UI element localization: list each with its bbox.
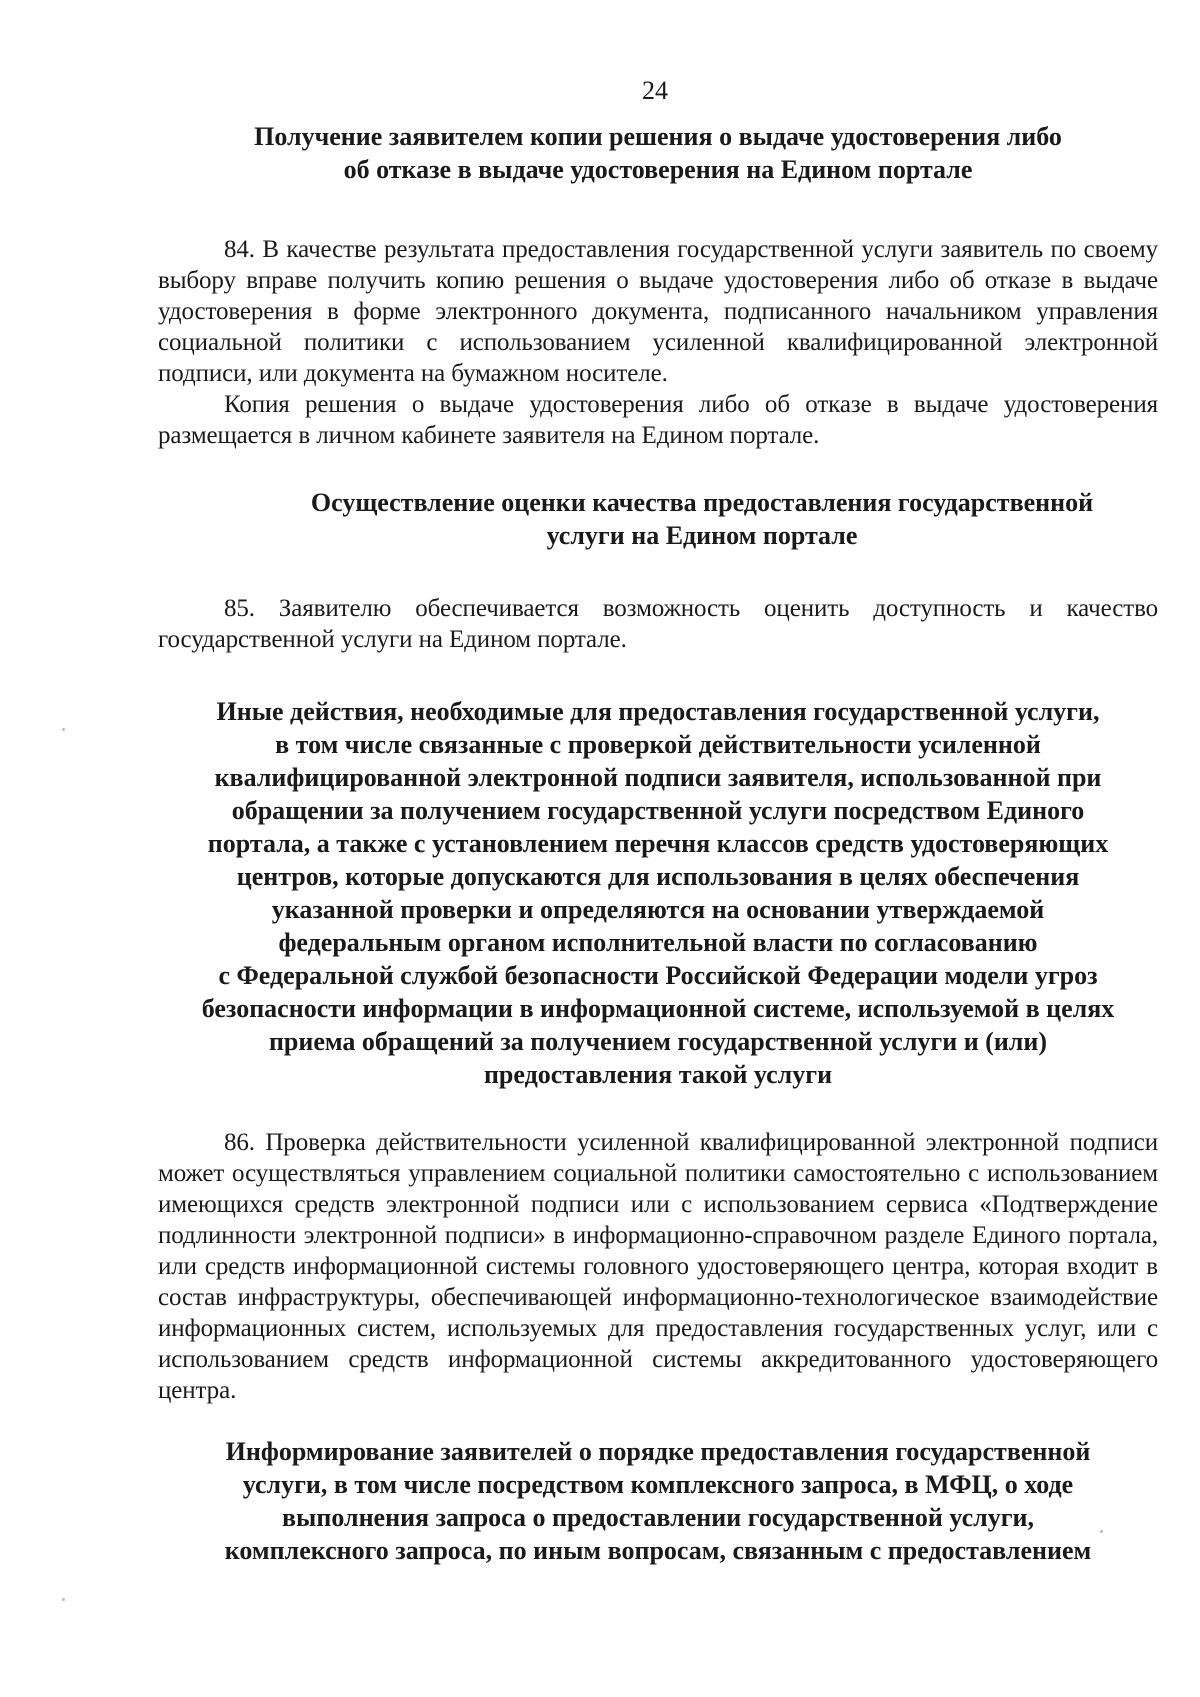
- section-heading-informing-applicants: [158, 1435, 1158, 1567]
- heading-line: предоставления такой услуги: [483, 1060, 833, 1089]
- heading-line: выполнения запроса о предоставлении государственной услуги,: [282, 1503, 1034, 1532]
- scan-speck: [62, 728, 65, 731]
- heading-line: услуги, в том числе посредством комплексного запроса, в МФЦ, о ходе: [242, 1470, 1074, 1499]
- heading-line: Информирование заявителей о порядке предоставления государственной: [225, 1437, 1091, 1466]
- heading-line: указанной проверки и определяются на основании утверждаемой: [271, 895, 1045, 924]
- section-heading-copy-of-decision: [158, 120, 1158, 186]
- section-heading-quality-assessment: [158, 486, 1158, 552]
- heading-line: квалифицированной электронной подписи заявителя, использованной при: [214, 763, 1102, 792]
- heading-line: федеральным органом исполнительной власти по согласованию: [278, 928, 1038, 957]
- paragraph-86: 86. Проверка действительности усиленной квалифицированной электронной подписи может осуществляться управлением социальной политики самостоятельно с использованием имеющихся средств электронной подписи или с использованием сервиса «Подтверждение подлинности электронной подписи» в информационно-справочном разделе Единого портала, или средств информационной системы головного удостоверяющего центра, которая входит в состав инфраструктуры, обеспечивающей информационно-технологическое взаимодействие информационных систем, используемых для предоставления государственных услуг, или с использованием средств информационной системы аккредитованного удостоверяющего центра.: [158, 1129, 1158, 1404]
- heading-line: услуги на Едином портале: [546, 521, 858, 550]
- heading-line: комплексного запроса, по иным вопросам, связанным с предоставлением: [224, 1536, 1092, 1565]
- heading-line: Получение заявителем копии решения о выдаче удостоверения либо: [254, 122, 1062, 151]
- paragraph-84: 84. В качестве результата предоставления государственной услуги заявитель по своему выбору вправе получить копию решения о выдаче удостоверения либо об отказе в выдаче удостоверения в форме электронного документа, подписанного начальником управления социальной политики с использованием усиленной квалифицированной электронной подписи, или документа на бумажном носителе.: [158, 236, 1158, 387]
- heading-line: центров, которые допускаются для использования в целях обеспечения: [236, 862, 1080, 891]
- section-heading-other-actions: [158, 695, 1158, 1091]
- paragraph-84-continued: Копия решения о выдаче удостоверения либо об отказе в выдаче удостоверения размещается в личном кабинете заявителя на Едином портале.: [158, 391, 1158, 449]
- heading-line: приема обращений за получением государственной услуги и (или): [268, 1027, 1048, 1056]
- heading-line: портала, а также с установлением перечня классов средств удостоверяющих: [207, 829, 1109, 858]
- heading-line: в том числе связанные с проверкой действительности усиленной: [275, 730, 1041, 759]
- heading-line: обращении за получением государственной услуги посредством Единого: [231, 796, 1085, 825]
- page-number: 24: [642, 76, 668, 105]
- heading-line: с Федеральной службой безопасности Российской Федерации модели угроз: [218, 961, 1098, 990]
- page-content: [158, 120, 1158, 1567]
- heading-line: Иные действия, необходимые для предоставления государственной услуги,: [216, 697, 1100, 726]
- paragraph-85: 85. Заявителю обеспечивается возможность оценить доступность и качество государственной услуги на Едином портале.: [158, 595, 1158, 653]
- heading-line: безопасности информации в информационной системе, используемой в целях: [201, 994, 1115, 1023]
- scan-speck: [1100, 1530, 1103, 1533]
- heading-line: об отказе в выдаче удостоверения на Едином портале: [343, 155, 973, 184]
- scan-speck: [62, 1598, 65, 1601]
- heading-line: Осуществление оценки качества предоставления государственной: [310, 488, 1094, 517]
